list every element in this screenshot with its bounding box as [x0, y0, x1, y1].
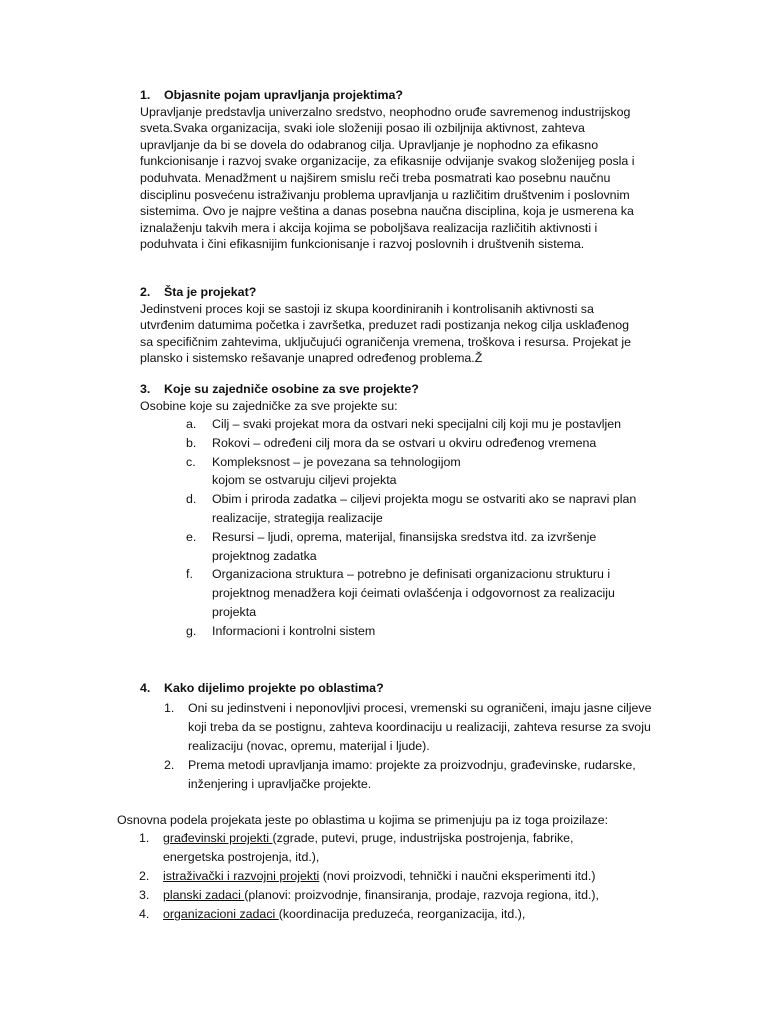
question-2-answer: Jedinstveni proces koji se sastoji iz skupa koordiniranih i kontrolisanih aktivnosti sa utvrđenim datumima početka i završetka, preduzet radi postizanja nekog cilja usklađenog sa specifičnim zahtevima, uključujući ograničenja vremena, troškova i resursa. Projekat je plansko i sistemsko rešavanje unapred određenog problema.Ž [140, 301, 632, 366]
list-item: 4. organizacioni zadaci (koordinacija preduzeća, reorganizacija, itd.), [139, 907, 526, 921]
question-2 [140, 284, 645, 367]
project-type-list [117, 829, 677, 924]
question-1 [140, 87, 645, 253]
question-3 [140, 381, 645, 414]
list-item: 3. planski zadaci (planovi: proizvodnje, finansiranja, prodaje, razvoja regiona, itd.), [139, 888, 599, 902]
question-3-intro: Osobine koje su zajedničke za sve projekte su: [140, 398, 398, 413]
properties-list [186, 415, 686, 641]
list-item: d. Obim i priroda zadatka – ciljevi projekta mogu se ostvariti ako se napravi plan realizacije, strategija realizacije [186, 492, 637, 525]
basic-division-heading: Osnovna podela projekata jeste po oblastima u kojima se primenjuju pa iz toga proizilaze: [117, 813, 609, 827]
question-2-title: 2. Šta je projekat? [140, 285, 257, 299]
list-item: f. Organizaciona struktura – potrebno je definisati organizacionu strukturu i projektnog menadžera koji ćeimati ovlašćenja i odgovornost za realizaciju projekta [186, 567, 615, 619]
list-item: a. Cilj – svaki projekat mora da ostvari neki specijalni cilj koji mu je postavljen [186, 417, 622, 431]
list-item: 1. Oni su jedinstveni i neponovljivi procesi, vremenski su ograničeni, imaju jasne ciljeve koji treba da se postignu, zahteva koordinaciju u realizaciji, zahteva resurse za svoju realizaciju (novac, opremu, materijal i ljude). [164, 701, 652, 753]
list-item: b. Rokovi – određeni cilj mora da se ostvari u okviru određenog vremena [186, 435, 597, 450]
basic-division [117, 811, 677, 924]
list-item: 1. građevinski projekti (zgrade, putevi, pruge, industrijska postrojenja, fabrike, energetska postrojenja, itd.), [139, 831, 574, 864]
list-item: 2. istraživački i razvojni projekti (novi proizvodi, tehnički i naučni eksperimenti itd.) [139, 869, 596, 883]
question-4-title: 4. Kako dijelimo projekte po oblastima? [140, 681, 384, 695]
list-item: e. Resursi – ljudi, oprema, materijal, finansijska sredstva itd. za izvršenje projektnog zadatka [186, 529, 597, 563]
division-method-list [164, 699, 654, 794]
list-item: g. Informacioni i kontrolni sistem [186, 623, 376, 638]
question-1-title: 1. Objasnite pojam upravljanja projektima? [140, 88, 403, 102]
question-4 [140, 680, 645, 697]
list-item: c. Kompleksnost – je povezana sa tehnologijom kojom se ostvaruju ciljevi projekta [186, 454, 461, 488]
list-item: 2. Prema metodi upravljanja imamo: projekte za proizvodnju, građevinske, rudarske, inženjering i upravljačke projekte. [164, 758, 636, 791]
question-1-answer: Upravljanje predstavlja univerzalno sredstvo, neophodno oruđe savremenog industrijskog sveta.Svaka organizacija, svaki iole složeniji posao ili ozbiljnija aktivnost, zahteva upravljanje da bi se dovela do odabranog cilja. Upravljanje je nophodno za efikasno funkcionisanje i razvoj svake organizacije, za efikasnije odvijanje svakog složenijeg posla i poduhvata. Menadžment u najširem smislu reči treba posmatrati kao posebnu naučnu disciplinu posvećenu istraživanju problema upravljanja u različitim društvenim i poslovnim sistemima. Ovo je najpre veština a danas posebna naučna disciplina, koja je usmerena ka iznalaženju takvih mera i akcija kojima se poboljšava realizacija različitih aktivnosti i poduhvata i čini efikasnijim funkcionisanje i razvoj poslovnih i društvenih sistema. [140, 104, 635, 252]
question-3-title: 3. Koje su zajedniče osobine za sve projekte? [140, 382, 419, 396]
